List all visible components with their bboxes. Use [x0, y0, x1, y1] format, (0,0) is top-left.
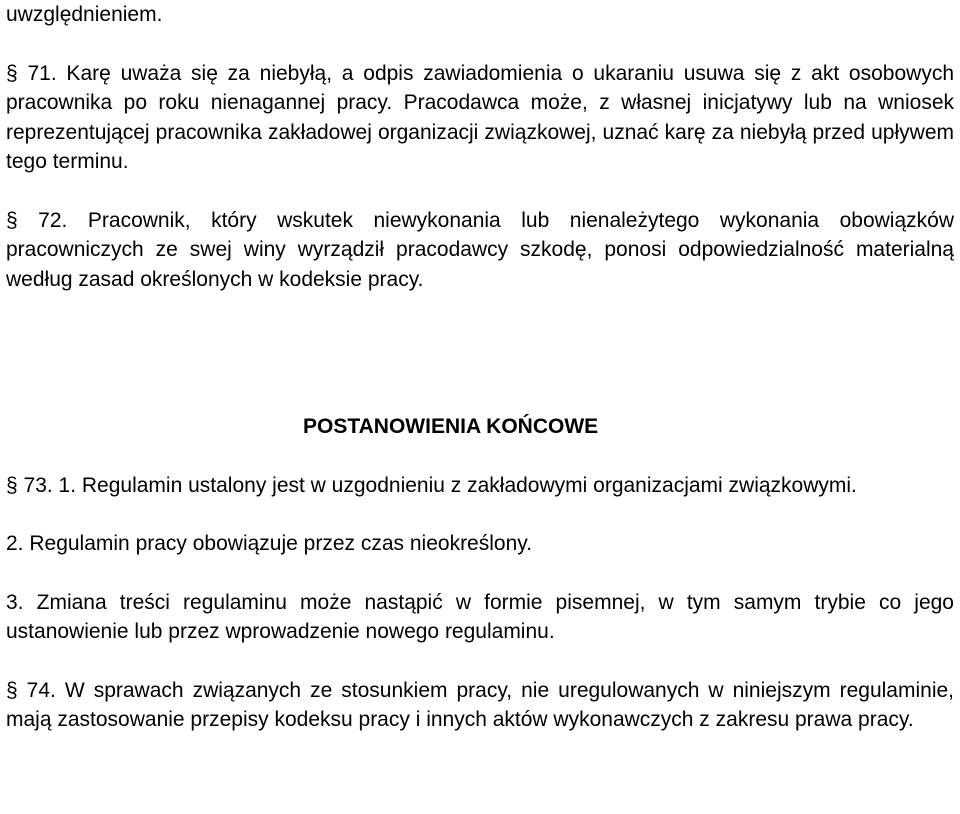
spacer	[6, 177, 954, 206]
spacer	[6, 442, 954, 471]
document-page	[6, 0, 954, 735]
section-heading: POSTANOWIENIA KOŃCOWE	[303, 415, 599, 438]
paragraph-71: § 71. Karę uważa się za niebyłą, a odpis zawiadomienia o ukaraniu usuwa się z akt osobowych pracownika po roku nienagannej pracy. Pracodawca może, z własnej inicjatywy lub na wniosek reprezentującej pracownika zakładowej organizacji związkowej, uznać karę za niebyłą przed upływem tego terminu.	[6, 61, 954, 173]
spacer	[6, 559, 954, 588]
spacer	[6, 647, 954, 676]
spacer	[6, 294, 954, 412]
paragraph-73-2: 2. Regulamin pracy obowiązuje przez czas nieokreślony.	[6, 532, 533, 555]
spacer	[6, 500, 954, 529]
paragraph-73-3: 3. Zmiana treści regulaminu może nastąpić w formie pisemnej, w tym samym trybie co jego ustanowienie lub przez wprowadzenie nowego regulaminu.	[6, 590, 954, 643]
paragraph-74: § 74. W sprawach związanych ze stosunkiem pracy, nie uregulowanych w niniejszym regulaminie, mają zastosowanie przepisy kodeksu pracy i innych aktów wykonawczych z zakresu prawa pracy.	[6, 678, 954, 731]
paragraph-72: § 72. Pracownik, który wskutek niewykonania lub nienależytego wykonania obowiązków pracowniczych ze swej winy wyrządził pracodawcy szkodę, ponosi odpowiedzialność materialną według zasad określonych w kodeksie pracy.	[6, 208, 954, 291]
paragraph-73-1: § 73. 1. Regulamin ustalony jest w uzgodnieniu z zakładowymi organizacjami związkowymi.	[6, 473, 857, 497]
text-line-continuation: uwzględnieniem.	[6, 3, 163, 26]
spacer	[6, 30, 954, 59]
